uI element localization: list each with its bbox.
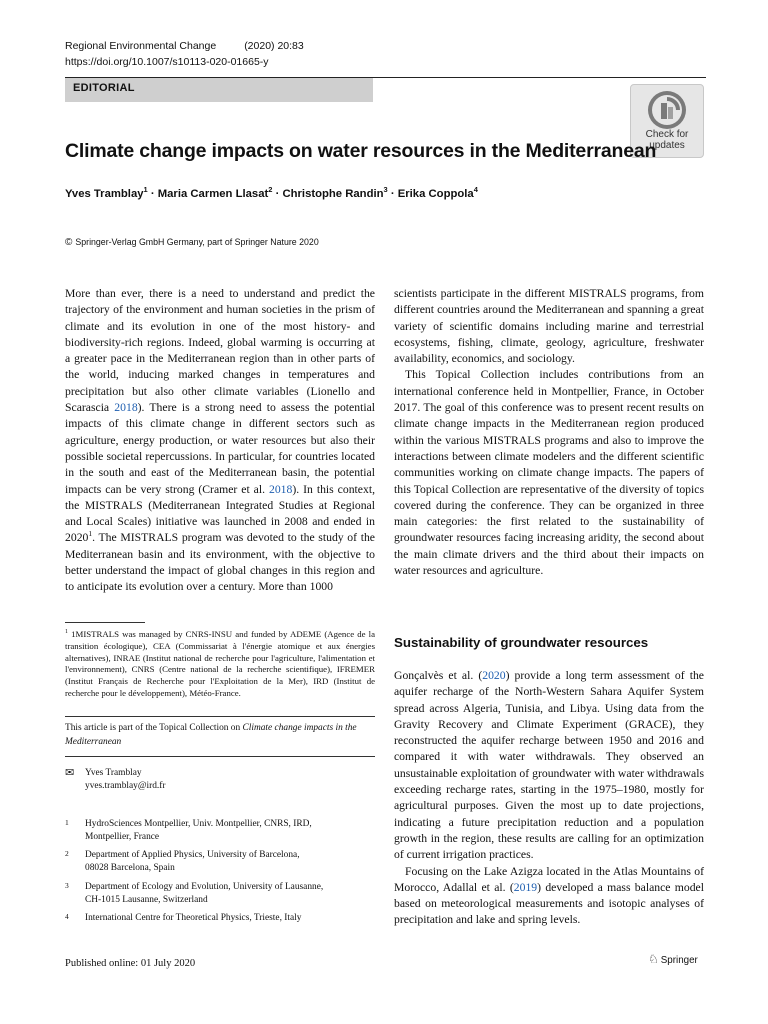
correspondence (65, 767, 165, 793)
journal-header (65, 40, 304, 52)
body-paragraph: scientists participate in the different MISTRALS programs, from different countries around the Mediterranean and spanning a great variety of scientific domains including marine and terrestrial ecosystems, fishing, climate, geology, agriculture, freshwater availability, economics, and sociology. (394, 287, 704, 366)
footnote-number: 1 (65, 629, 68, 635)
affiliation-item: 2 Department of Applied Physics, University of Barcelona, 08028 Barcelona, Spain (65, 849, 300, 873)
footnote (65, 627, 375, 700)
copyright-icon: © (65, 237, 73, 248)
article-title: Climate change impacts on water resources in the Mediterranean (65, 140, 657, 162)
journal-volume: (2020) 20:83 (244, 40, 304, 52)
publisher-name: Springer (660, 955, 698, 966)
affiliation-item: 1 HydroSciences Montpellier, Univ. Montpellier, CNRS, IRD, Montpellier, France (65, 818, 312, 842)
citation-link[interactable]: 2018 (268, 482, 293, 496)
author-affiliation-mark: 2 (268, 185, 273, 194)
check-updates-icon (646, 89, 688, 131)
copyright-text: Springer-Verlag GmbH Germany, part of Springer Nature 2020 (75, 237, 319, 247)
author-name[interactable]: Maria Carmen Llasat (157, 187, 269, 200)
affiliation-item: 3 Department of Ecology and Evolution, University of Lausanne, CH-1015 Lausanne, Switzerland (65, 881, 324, 905)
citation-link[interactable]: 2020 (482, 669, 506, 682)
publisher-logo (648, 952, 698, 966)
envelope-icon: ✉ (65, 767, 75, 779)
section-label: EDITORIAL (73, 82, 135, 94)
published-date: Published online: 01 July 2020 (65, 958, 196, 969)
affiliation-item: 4 International Centre for Theoretical Physics, Trieste, Italy (65, 912, 302, 923)
springer-horse-icon: ♘ (648, 952, 659, 966)
journal-name: Regional Environmental Change (65, 40, 217, 52)
divider (65, 756, 375, 757)
footnote-mark[interactable]: 1 (88, 529, 93, 539)
divider (65, 716, 375, 717)
right-column-text (394, 286, 704, 579)
section-heading: Sustainability of groundwater resources (394, 635, 649, 650)
copyright-line (65, 237, 319, 248)
body-paragraph: This Topical Collection includes contributions from an international conference held in Montpellier, France, in October 2017. The goal of this conference was to present recent results on climate change impacts in the Mediterranean region produced within the various MISTRALS programs and also to improve the interactions between climate modelers and the different scientific communities working on climate change impacts. The papers of this Topical Collection are representative of the diversity of topics covered during the conference. They can be organized in three main categories: the first related to the sustainability of groundwater resources facing increasing aridity, the second about the main climate drivers and the third about their impacts on water resources and agriculture. (394, 368, 704, 578)
correspondence-name: Yves Tramblay (85, 768, 142, 778)
citation-link[interactable]: 2018 (114, 401, 138, 415)
author-affiliation-mark: 3 (383, 185, 388, 194)
doi-link[interactable]: https://doi.org/10.1007/s10113-020-01665-y (65, 56, 269, 68)
body-paragraph: Focusing on the Lake Azigza located in the Atlas Mountains of Morocco, Adallal et al. (2019) developed a mass balance model based on meteorological measurements and isotopic analyses of precipitation and lake and spring levels. (394, 864, 704, 927)
author-list: Yves Tramblay$^1$ · Maria Carmen Llasat$^2$ · Christophe Randin$^3$ · Erika Coppola$^4$ (65, 185, 478, 200)
left-column-text (65, 286, 375, 596)
right-column-text (394, 668, 704, 929)
collection-name[interactable]: Climate change impacts in the Mediterranean (65, 723, 357, 747)
footnote-rule (65, 622, 145, 623)
author-name[interactable]: Yves Tramblay (65, 187, 144, 200)
footnote-text: 1MISTRALS was managed by CNRS-INSU and funded by ADEME (Agence de la transition écologique), CEA (Commissariat à l'énergie atomique et aux énergies alternatives), INRAE (Institut national de recherche pour l'agriculture, l'alimentation et l'environnement), CNRS (Centre national de la recherche scientifique), IFREMER (Institut Français de Recherche pour l'Exploitation de la Mer), IRD (Institut de recherche pour le développement), Météo-France. (65, 628, 375, 698)
author-name[interactable]: Erika Coppola (397, 187, 474, 200)
author-affiliation-mark: 1 (143, 185, 148, 194)
check-updates-label: Check for updates (645, 129, 689, 151)
body-paragraph: More than ever, there is a need to understand and predict the trajectory of the environment and human societies in the prism of climate and its evolution in one of the most history- and biodiversity-rich regions. Indeed, global warming is occurring at a greater pace in the Mediterranean region than in other parts of the world, inducing marked changes in temperatures and precipitation but also other climate variables (Lionello and Scarascia 2018). There is a strong need to assess the potential impacts of this climate change in different sectors such as agriculture, energy production, or water resources but also their possible societal repercussions. In particular, for countries located in the south and east of the Mediterranean basin, the potential impacts can be very strong (Cramer et al. 2018). In this context, the MISTRALS (Mediterranean Integrated Studies at Regional and Local Scales) initiative was launched in 2008 and ended in 2020$^1$. The MISTRALS program was devoted to the study of the Mediterranean basin and its environment, with the objective to better understand the impact of global changes in this region and to anticipate its evolution over a century. More than 1000 (65, 287, 375, 594)
correspondence-email[interactable]: yves.tramblay@ird.fr (85, 781, 166, 791)
citation-link[interactable]: 2019 (513, 880, 538, 894)
author-affiliation-mark: 4 (473, 185, 478, 194)
topical-collection-note: This article is part of the Topical Collection on Climate change impacts in the Mediterranean (65, 723, 357, 747)
body-paragraph: Gonçalvès et al. (2020) provide a long term assessment of the aquifer recharge of the North-Western Sahara Aquifer System spread across Algeria, Tunisia, and Libya. Using data from the Gravity Recovery and Climate Experiment (GRACE), they reconstructed the aquifer recharge between 1950 and 2016 and compared it with water withdrawals. They observed an unsustainable exploitation of groundwater with water withdrawals exceeding recharge rates, starting in the 1975–1980, mostly for agricultural purposes. Given the most up to date projections, indicating a future precipitation reduction and a population growth in the region, these results are calling for an optimization of current irrigation practices. (394, 669, 704, 862)
author-name[interactable]: Christophe Randin (282, 187, 384, 200)
